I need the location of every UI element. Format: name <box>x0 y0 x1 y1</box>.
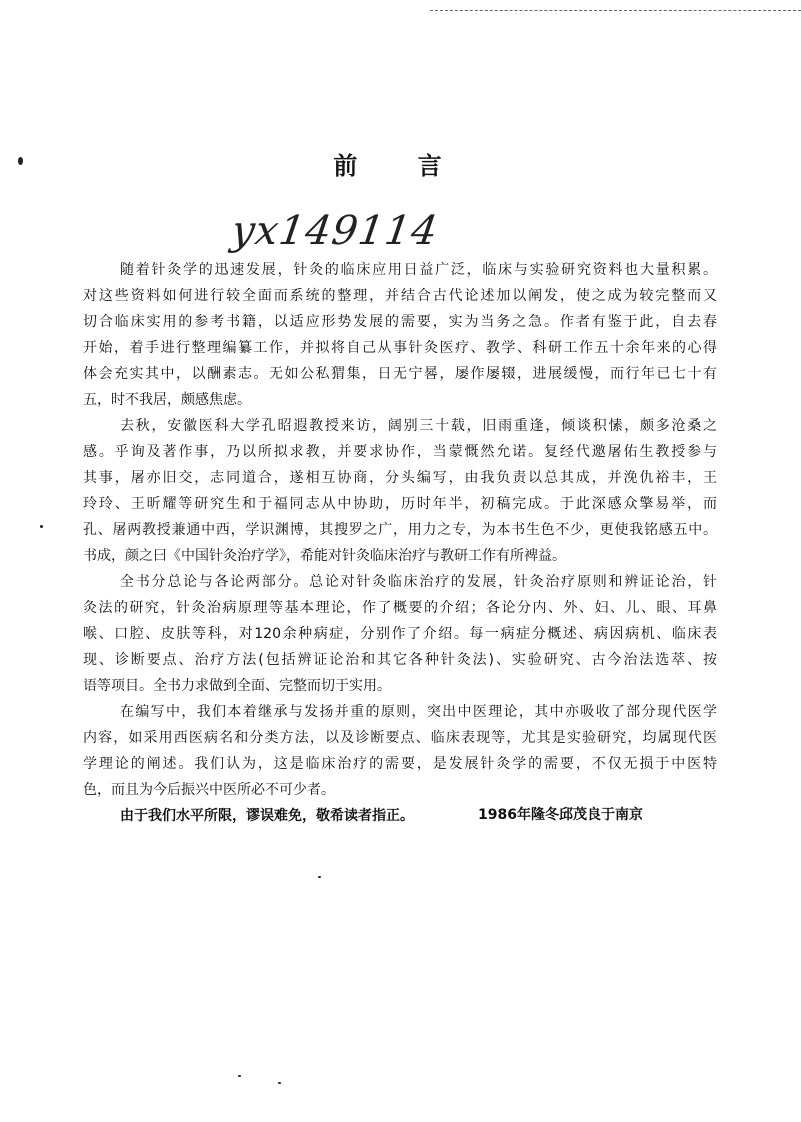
paragraph <box>83 699 717 803</box>
paragraph <box>83 413 717 569</box>
text-line: 内容，如采用西医病名和分类方法，以及诊断要点、临床表现等，尤其是实验研究，均属现代医 <box>83 730 717 746</box>
preface-body <box>83 257 717 829</box>
text-line: 全书分总论与各论两部分。总论对针灸临床治疗的发展，针灸治疗原则和辨证论治，针 <box>120 574 717 590</box>
scan-speck <box>40 525 43 528</box>
text-line: 玲玲、王昕耀等研究生和于福同志从中协助，历时年半，初稿完成。于此深感众擎易举，而 <box>83 496 717 512</box>
paragraph <box>83 257 717 413</box>
scan-speck <box>278 1082 281 1084</box>
scan-dashed-border <box>430 10 801 11</box>
text-line: 喉、口腔、皮肤等科，对120余种病症，分别作了介绍。每一病症分概述、病因病机、临床表 <box>83 626 717 642</box>
text-line: 切合临床实用的参考书籍，以适应形势发展的需要，实为当务之急。作者有鉴于此，自去春 <box>83 314 717 330</box>
text-line: 随着针灸学的迅速发展，针灸的临床应用日益广泛，临床与实验研究资料也大量积累。 <box>120 262 717 278</box>
text-line: 其事，屠亦旧交，志同道合，遂相互协商，分头编写，由我负责以总其成，并浼仇裕丰，王 <box>83 470 717 486</box>
scan-speck <box>318 876 321 878</box>
scan-speck <box>238 1075 241 1077</box>
text-line: 学理论的阐述。我们认为，这是临床治疗的需要，是发展针灸学的需要，不仅无损于中医特 <box>83 756 717 772</box>
text-line: 书成，颜之曰《中国针灸治疗学》，希能对针灸临床治疗与教研工作有所裨益。 <box>83 548 566 564</box>
text-line: 去秋，安徽医科大学孔昭遐教授来访，阔别三十载，旧雨重逢，倾谈积愫，颇多沧桑之 <box>120 418 717 434</box>
text-line: 在编写中，我们本着继承与发扬并重的原则，突出中医理论，其中亦吸收了部分现代医学 <box>120 704 717 720</box>
text-line: 灸法的研究，针灸治病原理等基本理论，作了概要的介绍；各论分内、外、妇、儿、眼、耳鼻 <box>83 600 717 616</box>
text-line: 体会充实其中，以酬素志。无如公私猬集，日无宁晷，屡作屡辍，进展缓慢，而行年已七十有 <box>83 366 717 382</box>
text-line: 开始，着手进行整理编纂工作，并拟将自己从事针灸医疗、教学、科研工作五十余年来的心得 <box>83 340 717 356</box>
text-line: 现、诊断要点、治疗方法(包括辨证论治和其它各种针灸法)、实验研究、古今治法选萃、按 <box>83 652 717 668</box>
text-line: 语等项目。全书力求做到全面、完整而切于实用。 <box>83 678 391 694</box>
text-line: 孔、屠两教授兼通中西，学识渊博，其搜罗之广，用力之专，为本书生色不少，更使我铭感五中。 <box>83 522 717 538</box>
signature-date-line: 1986年隆冬邱茂良于南京 <box>478 807 643 823</box>
text-line: 对这些资料如何进行较全面而系统的整理，并结合古代论述加以阐发，使之成为较完整而又 <box>83 288 717 304</box>
text-line: 五，时不我居，颇感焦虑。 <box>83 392 251 408</box>
page-title: 前 言 <box>333 151 468 180</box>
handwritten-catalog-number: yx149114 <box>228 208 442 254</box>
text-line: 感。乎询及著作事，乃以所拟求教，并要求协作，当蒙慨然允诺。复经代邀屠佑生教授参与 <box>83 444 717 460</box>
text-line: 由于我们水平所限，谬误难免，敬希读者指正。 <box>120 808 414 824</box>
text-line: 色，而且为今后振兴中医所必不可少者。 <box>83 782 335 798</box>
paragraph <box>83 569 717 699</box>
